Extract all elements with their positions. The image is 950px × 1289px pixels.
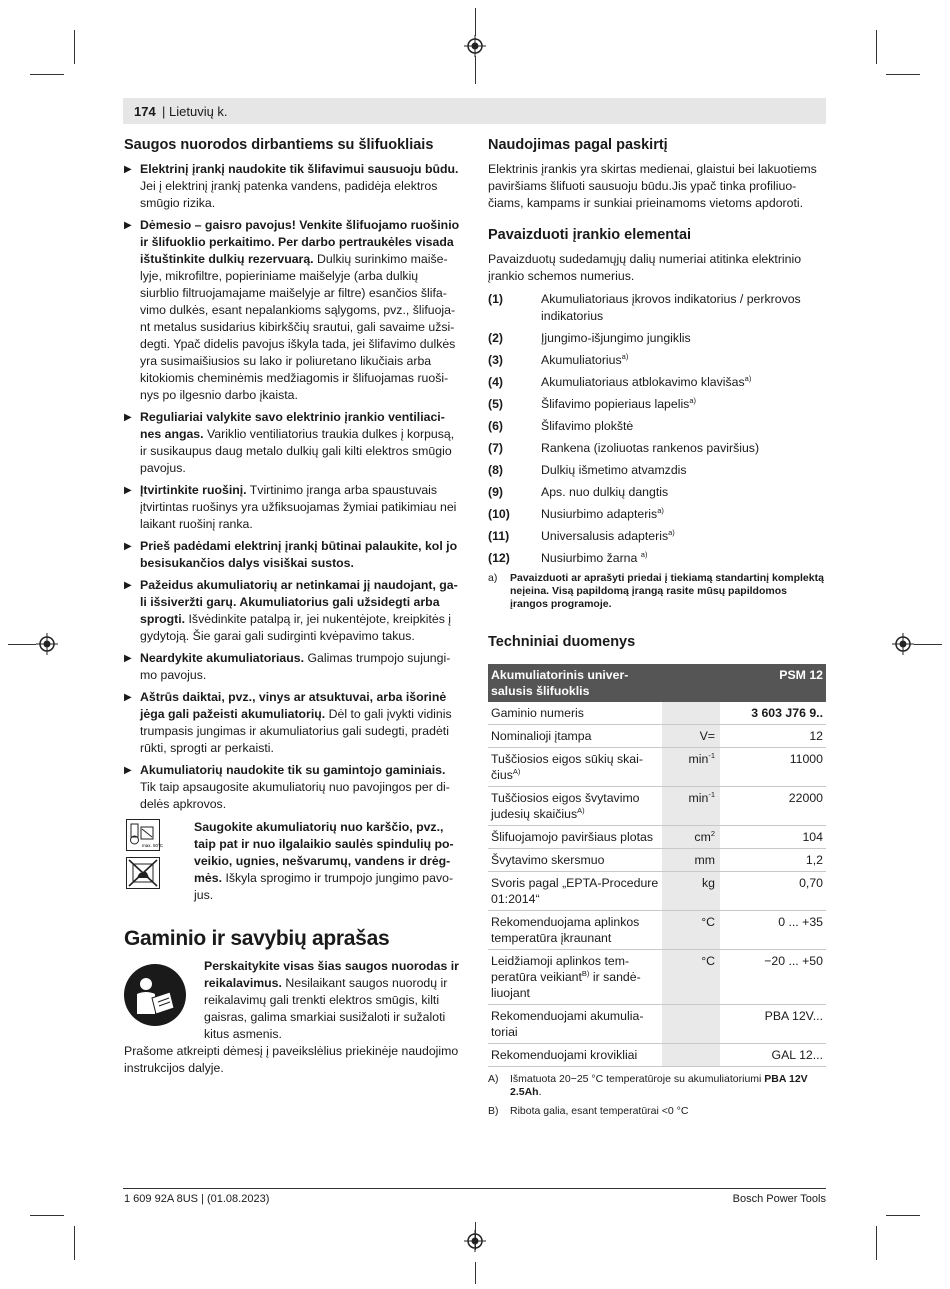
spec-unit bbox=[662, 1044, 720, 1067]
spec-value: −20 ... +50 bbox=[720, 950, 826, 1005]
spec-footnote-ref: B) bbox=[581, 968, 590, 978]
bullet-bold-text: Įtvirtinkite ruošinį. bbox=[140, 483, 247, 497]
table-row bbox=[488, 872, 826, 911]
spec-label-text: Svoris pagal „EPTA-Procedure 01:2014“ bbox=[491, 876, 659, 906]
bullet-arrow-icon: ▶ bbox=[124, 164, 132, 175]
spec-label bbox=[488, 725, 662, 748]
bullet-arrow-icon: ▶ bbox=[124, 412, 132, 423]
safety-section-title: Saugos nuorodos dirbantiems su šlifuokliais bbox=[124, 137, 434, 153]
spec-label bbox=[488, 1044, 662, 1067]
spec-value: PBA 12V... bbox=[720, 1005, 826, 1044]
element-number: (12) bbox=[488, 551, 510, 565]
battery-heat-warning bbox=[124, 819, 460, 904]
element-label: Universalusis adapteris bbox=[541, 529, 669, 543]
element-item bbox=[488, 418, 826, 435]
spec-label bbox=[488, 787, 662, 826]
warning-icons bbox=[126, 819, 164, 895]
bullet-text: Tik taip apsaugosite akumuliatorių nuo pavojingos per didelės apkrovos. bbox=[140, 780, 450, 811]
element-number: (1) bbox=[488, 292, 504, 306]
crop-mark bbox=[876, 30, 877, 64]
spec-unit bbox=[662, 911, 720, 950]
bullet-arrow-icon: ▶ bbox=[124, 692, 132, 703]
bullet-text: Jei į elektrinį įrankį patenka vandens, padidėja elektros smūgio rizika. bbox=[140, 179, 438, 210]
bullet-arrow-icon: ▶ bbox=[124, 580, 132, 591]
svg-text:max. 50°C: max. 50°C bbox=[142, 843, 164, 848]
spec-unit-exponent: 2 bbox=[710, 828, 715, 838]
heat-warning-text: Iškyla sprogimo ir trumpojo jungimo pavojus. bbox=[194, 871, 454, 902]
spec-label bbox=[488, 911, 662, 950]
header-language: Lietuvių k. bbox=[169, 104, 228, 119]
table-notes bbox=[488, 1073, 826, 1118]
safety-bullet-list bbox=[124, 161, 460, 813]
safety-bullet bbox=[124, 577, 460, 645]
bullet-bold-text: Akumuliatorių naudokite tik su gamintojo gaminiais. bbox=[140, 763, 446, 777]
spec-unit bbox=[662, 950, 720, 1005]
footer-rule bbox=[123, 1188, 826, 1189]
element-item bbox=[488, 330, 826, 347]
crop-mark bbox=[914, 644, 942, 645]
spec-unit-exponent: -1 bbox=[708, 789, 715, 799]
bullet-bold-text: Pažeidus akumuliatorių ar netinkamai jį naudojant, gali išsiveržti garų. Akumuliatorius gali užsidegti arba sprogti. bbox=[140, 578, 458, 626]
element-number: (4) bbox=[488, 375, 504, 389]
bullet-arrow-icon: ▶ bbox=[124, 541, 132, 552]
intended-use-title: Naudojimas pagal paskirtį bbox=[488, 137, 668, 153]
crop-mark bbox=[475, 56, 476, 84]
spec-value: 0 ... +35 bbox=[720, 911, 826, 950]
spec-unit bbox=[662, 1005, 720, 1044]
bullet-arrow-icon: ▶ bbox=[124, 653, 132, 664]
spec-label bbox=[488, 872, 662, 911]
table-header-label: Akumuliatorinis universalusis šlifuoklis bbox=[488, 664, 662, 702]
spec-label-text: Švytavimo skersmuo bbox=[491, 853, 605, 867]
elements-title: Pavaizduoti įrankio elementai bbox=[488, 227, 692, 243]
spec-unit-text: V= bbox=[699, 729, 715, 743]
safety-bullet bbox=[124, 161, 460, 212]
element-label: Įjungimo-išjungimo jungiklis bbox=[541, 331, 691, 345]
safety-bullet bbox=[124, 650, 460, 684]
spec-unit bbox=[662, 748, 720, 787]
spec-value: 12 bbox=[720, 725, 826, 748]
spec-unit-text: cm bbox=[694, 830, 711, 844]
bullet-text: Išvėdinkite patalpą ir, jei nukentėjote, kreipkitės į gydytoją. Šie garai gali sudirginti kvėpavimo takus. bbox=[140, 612, 451, 643]
spec-label-text: Rekomenduojami akumuliatoriai bbox=[491, 1009, 644, 1039]
table-row bbox=[488, 826, 826, 849]
table-row bbox=[488, 1005, 826, 1044]
spec-label-text: Rekomenduojami krovikliai bbox=[491, 1048, 638, 1062]
element-footnote-ref: a) bbox=[640, 549, 648, 559]
safety-bullet bbox=[124, 538, 460, 572]
element-number: (8) bbox=[488, 463, 504, 477]
crop-mark bbox=[886, 74, 920, 75]
crop-mark bbox=[876, 1226, 877, 1260]
element-number: (5) bbox=[488, 397, 504, 411]
element-number: (6) bbox=[488, 419, 504, 433]
element-number: (7) bbox=[488, 441, 504, 455]
table-row bbox=[488, 950, 826, 1005]
read-manual-icon bbox=[124, 964, 186, 1026]
table-note-key: A) bbox=[488, 1073, 499, 1085]
tech-data-title: Techniniai duomenys bbox=[488, 634, 636, 650]
element-footnote-ref: a) bbox=[744, 373, 752, 383]
element-number: (3) bbox=[488, 353, 504, 367]
heat-warning-bold: Saugokite akumuliatorių nuo karščio, pvz., taip pat ir nuo ilgalaikio saulės spindulių poveikio, ugnies, nešvarumų, vandens ir drėgmės. bbox=[194, 820, 454, 885]
spec-value: 22000 bbox=[720, 787, 826, 826]
table-row bbox=[488, 849, 826, 872]
element-item bbox=[488, 374, 826, 391]
spec-value: GAL 12... bbox=[720, 1044, 826, 1067]
table-note-text: Ribota galia, esant temperatūrai <0 °C bbox=[510, 1105, 689, 1117]
bullet-bold-text: Aštrūs daiktai, pvz., vinys ar atsuktuvai, arba išorinė jėga gali pažeisti akumuliatorių. bbox=[140, 690, 447, 721]
read-warning-bold: Perskaitykite visas šias saugos nuorodas ir reikalavimus. bbox=[204, 959, 459, 990]
bullet-arrow-icon: ▶ bbox=[124, 220, 132, 231]
element-label: Nusiurbimo adapteris bbox=[541, 507, 658, 521]
spec-value: 0,70 bbox=[720, 872, 826, 911]
spec-footnote-ref: A) bbox=[512, 766, 521, 776]
spec-footnote-ref: A) bbox=[577, 805, 585, 815]
table-header-value: PSM 12 bbox=[720, 664, 826, 702]
attention-text: Prašome atkreipti dėmesį į paveikslėlius priekinėje naudojimo instrukcijos dalyje. bbox=[124, 1044, 459, 1075]
spec-unit bbox=[662, 872, 720, 911]
element-label: Dulkių išmetimo atvamzdis bbox=[541, 463, 687, 477]
registration-mark-icon bbox=[464, 1230, 486, 1252]
registration-mark-icon bbox=[892, 633, 914, 655]
table-note bbox=[488, 1073, 826, 1099]
elements-footnote bbox=[488, 572, 826, 611]
table-note-text: Išmatuota 20−25 °C temperatūroje su akumuliatoriumi bbox=[510, 1073, 765, 1085]
spec-label-text: Leidžiamoji aplinkos temperatūra veikiant bbox=[491, 954, 630, 984]
thermometer-icon bbox=[126, 819, 164, 851]
bullet-arrow-icon: ▶ bbox=[124, 765, 132, 776]
page-number: 174 bbox=[134, 104, 156, 119]
element-item bbox=[488, 352, 826, 369]
element-item bbox=[488, 462, 826, 479]
spec-value: 1,2 bbox=[720, 849, 826, 872]
table-row bbox=[488, 702, 826, 725]
safety-bullet bbox=[124, 689, 460, 757]
element-label: Akumuliatorius bbox=[541, 353, 622, 367]
element-item bbox=[488, 440, 826, 457]
element-label: Akumuliatoriaus įkrovos indikatorius / perkrovos indikatorius bbox=[541, 292, 801, 323]
bullet-bold-text: Neardykite akumuliatoriaus. bbox=[140, 651, 305, 665]
element-item bbox=[488, 396, 826, 413]
safety-bullet bbox=[124, 409, 460, 477]
spec-unit-exponent: -1 bbox=[708, 750, 715, 760]
registration-mark-icon bbox=[464, 35, 486, 57]
spec-unit bbox=[662, 787, 720, 826]
crop-mark bbox=[8, 644, 36, 645]
spec-label bbox=[488, 748, 662, 787]
table-row bbox=[488, 725, 826, 748]
spec-label bbox=[488, 1005, 662, 1044]
bullet-arrow-icon: ▶ bbox=[124, 485, 132, 496]
elements-intro: Pavaizduotų sudedamųjų dalių numeriai atitinka elektrinio įrankio schemos numerius. bbox=[488, 252, 802, 283]
spec-label-text: Šlifuojamojo paviršiaus plotas bbox=[491, 830, 653, 844]
spec-unit-text: °C bbox=[701, 954, 715, 968]
crop-mark bbox=[74, 30, 75, 64]
element-label: Šlifavimo plokštė bbox=[541, 419, 634, 433]
element-item bbox=[488, 484, 826, 501]
spec-label-text-after: ir sandėliuojant bbox=[491, 970, 641, 1000]
spec-unit-text: mm bbox=[694, 853, 715, 867]
footnote-key: a) bbox=[488, 572, 498, 584]
element-number: (11) bbox=[488, 529, 510, 543]
tech-data-table bbox=[488, 664, 826, 1067]
element-label: Akumuliatoriaus atblokavimo klavišas bbox=[541, 375, 745, 389]
safety-bullet bbox=[124, 482, 460, 533]
element-number: (10) bbox=[488, 507, 510, 521]
table-row bbox=[488, 1044, 826, 1067]
table-note bbox=[488, 1105, 826, 1118]
table-row bbox=[488, 787, 826, 826]
crop-mark bbox=[30, 1215, 64, 1216]
spec-unit bbox=[662, 849, 720, 872]
crop-mark bbox=[30, 74, 64, 75]
spec-label bbox=[488, 702, 662, 725]
element-item bbox=[488, 291, 826, 325]
spec-unit-text: °C bbox=[701, 915, 715, 929]
spec-unit-text: min bbox=[688, 791, 709, 805]
bullet-text: Variklio ventiliatorius traukia dulkes į korpusą, ir susikaupus daug metalo dulkių gali kilti elektros smūgio pavojus. bbox=[140, 427, 455, 475]
element-item bbox=[488, 550, 826, 567]
page-header-bar bbox=[123, 98, 826, 124]
spec-value: 3 603 J76 9.. bbox=[720, 702, 826, 725]
bullet-text: Tvirtinimo įranga arba spaustuvais įtvirtintas ruošinys yra užfiksuojamas žymiai patikimiau nei laikant ruošinį ranka. bbox=[140, 483, 457, 531]
spec-unit bbox=[662, 702, 720, 725]
element-footnote-ref: a) bbox=[621, 351, 629, 361]
elements-list bbox=[488, 291, 826, 567]
spec-label-text: Tuščiosios eigos švytavimo judesių skaičius bbox=[491, 791, 640, 821]
read-instructions-block bbox=[124, 958, 460, 1043]
element-label: Rankena (izoliuotas rankenos paviršius) bbox=[541, 441, 760, 455]
element-footnote-ref: a) bbox=[689, 395, 696, 405]
element-label: Šlifavimo popieriaus lapelis bbox=[541, 397, 690, 411]
spec-unit-text: min bbox=[688, 752, 709, 766]
element-label: Nusiurbimo žarna bbox=[541, 551, 641, 565]
spec-value: 11000 bbox=[720, 748, 826, 787]
element-item bbox=[488, 528, 826, 545]
table-row bbox=[488, 748, 826, 787]
bullet-text: Galimas trumpojo sujungimo pavojus. bbox=[140, 651, 451, 682]
table-note-after: . bbox=[538, 1086, 542, 1098]
spec-unit-text: kg bbox=[702, 876, 715, 890]
read-warning-text: Nesilaikant saugos nuorodų ir reikalavimų gali trenkti elektros smūgis, kilti gaisras, galima smarkiai susižaloti ir sužaloti kitus asmenis. bbox=[204, 976, 448, 1041]
crop-mark bbox=[475, 8, 476, 36]
safety-bullet bbox=[124, 762, 460, 813]
spec-label bbox=[488, 826, 662, 849]
header-separator: | bbox=[162, 104, 166, 119]
spec-label bbox=[488, 950, 662, 1005]
footnote-text: Pavaizduoti ar aprašyti priedai į tiekiamą standartinį komplektą neįeina. Visą papildomą įrangą rasite mūsų papildomos įrangos programoje. bbox=[510, 572, 824, 610]
right-column bbox=[488, 136, 826, 1124]
element-footnote-ref: a) bbox=[668, 527, 675, 537]
safety-bullet bbox=[124, 217, 460, 404]
element-number: (2) bbox=[488, 331, 504, 345]
bullet-text: Dėl to gali įvykti vidinis trumpasis jungimas ir akumuliatorius gali sudegti, pradėti rūkti, sprogti ar perkaisti. bbox=[140, 707, 452, 755]
crop-mark bbox=[475, 1262, 476, 1284]
spec-value: 104 bbox=[720, 826, 826, 849]
element-label: Aps. nuo dulkių dangtis bbox=[541, 485, 669, 499]
spec-unit bbox=[662, 725, 720, 748]
spec-label-text: Nominalioji įtampa bbox=[491, 729, 592, 743]
footer-doc-id: 1 609 92A 8US | (01.08.2023) bbox=[124, 1193, 270, 1205]
product-description-title: Gaminio ir savybių aprašas bbox=[124, 927, 390, 950]
bullet-bold-text: Prieš padėdami elektrinį įrankį būtinai palaukite, kol jo besisukančios dalys visiškai sustos. bbox=[140, 539, 458, 570]
bullet-bold-text: Dėmesio – gaisro pavojus! Venkite šlifuojamo ruošinio ir šlifuoklio perkaitimo. Per darbo pertraukėles visada ištuštinkite dulkių rezervuarą. bbox=[140, 218, 460, 266]
intended-use-text: Elektrinis įrankis yra skirtas medienai, glaistui bei lakuotiems paviršiams šlifuoti sausuoju būdu.Jis ypač tinka profiliuočiams, kampams ir sunkiai prieinamoms vietoms apdoroti. bbox=[488, 162, 817, 210]
spec-label-text: Gaminio numeris bbox=[491, 706, 584, 720]
table-note-bold: PBA 12V 2.5Ah bbox=[510, 1073, 808, 1098]
table-note-key: B) bbox=[488, 1105, 499, 1117]
no-fire-water-icon bbox=[126, 857, 160, 889]
crop-mark bbox=[886, 1215, 920, 1216]
bullet-text: Dulkių surinkimo maišelyje, mikrofiltre, popieriniame maišelyje (arba dulkių siurblio filtruojamajame maišelyje ar filtre) esančios šlifavimo dulkės, esant nepalankioms sąlygoms, pvz., šlifuojant metalus susidarius kibirkščių srautui, gali savaime užsidegti. Ypač didelis pavojus iškyla tada, jei šlifavimo dulkės yra susimaišiusios su lako ir poliuretano likučiais arba kitokiomis cheminėmis medžiagomis ir šlifuojamas ruošinys po ilgesnio darbo įkaista. bbox=[140, 252, 456, 402]
spec-label bbox=[488, 849, 662, 872]
spec-label-text: Rekomenduojama aplinkos temperatūra įkraunant bbox=[491, 915, 640, 945]
table-row bbox=[488, 911, 826, 950]
spec-unit bbox=[662, 826, 720, 849]
element-number: (9) bbox=[488, 485, 504, 499]
bullet-bold-text: Reguliariai valykite savo elektrinio įrankio ventiliacines angas. bbox=[140, 410, 445, 441]
footer-brand: Bosch Power Tools bbox=[732, 1193, 826, 1205]
table-header-row bbox=[488, 664, 826, 702]
crop-mark bbox=[74, 1226, 75, 1260]
element-footnote-ref: a) bbox=[657, 505, 664, 515]
registration-mark-icon bbox=[36, 633, 58, 655]
spec-label-text: Tuščiosios eigos sūkių skaičius bbox=[491, 752, 643, 782]
element-item bbox=[488, 506, 826, 523]
bullet-bold-text: Elektrinį įrankį naudokite tik šlifavimui sausuoju būdu. bbox=[140, 162, 459, 176]
left-column bbox=[124, 136, 460, 1077]
